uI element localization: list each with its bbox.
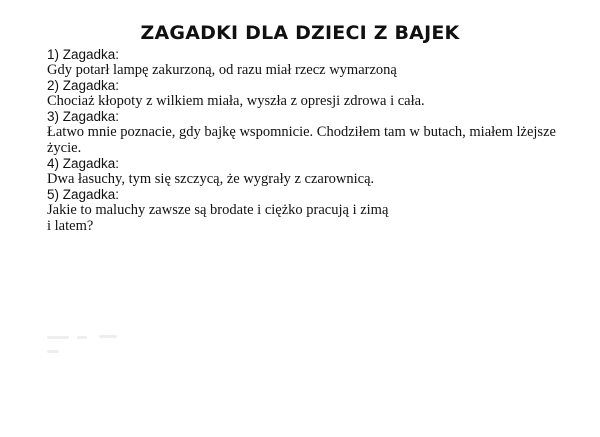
riddle-4-text: Dwa łasuchy, tym się szczycą, że wygrały z czarownicą. [47, 170, 375, 187]
riddle-1-text: Gdy potarł lampę zakurzoną, od razu miał rzecz wymarzoną [47, 61, 397, 78]
riddle-5-text-line-1: Jakie to maluchy zawsze są brodate i ciężko pracują i zimą [47, 201, 389, 218]
faint-scan-marks [47, 334, 127, 358]
riddle-1-label: 1) Zagadka: [47, 47, 120, 62]
riddle-5-text-line-2: i latem? [47, 217, 94, 234]
document-title: ZAGADKI DLA DZIECI Z BAJEK [140, 22, 460, 44]
riddle-3-text-line-1: Łatwo mnie poznacie, gdy bajkę wspomnicie. Chodziłem tam w butach, miałem lżejsze [47, 123, 556, 140]
riddle-5-label: 5) Zagadka: [47, 187, 120, 203]
riddle-list [47, 47, 567, 234]
riddle-2-label: 2) Zagadka: [47, 78, 120, 94]
riddle-3-label: 3) Zagadka: [47, 109, 120, 125]
riddle-3-text-line-2: życie. [47, 139, 82, 156]
riddle-2-text: Chociaż kłopoty z wilkiem miała, wyszła z opresji zdrowa i cała. [47, 92, 425, 109]
riddle-4-label: 4) Zagadka: [47, 156, 120, 172]
